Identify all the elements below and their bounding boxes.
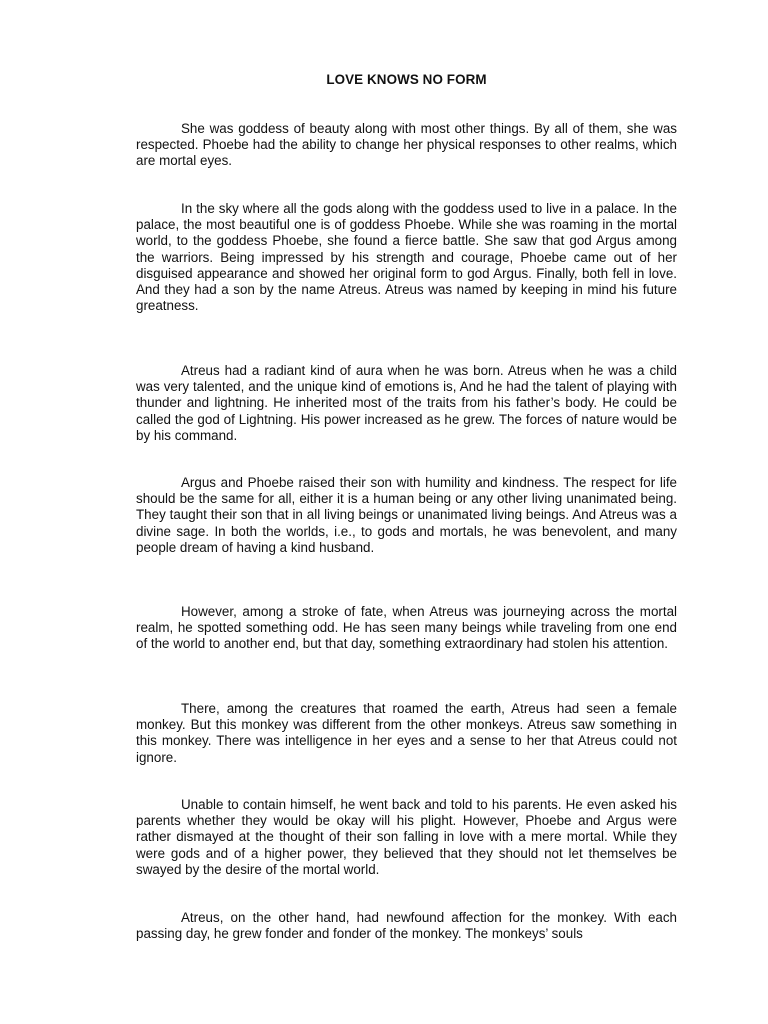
paragraph-4: Argus and Phoebe raised their son with humility and kindness. The respect for life should be the same for all, either it is a human being or any other living unanimated being. They taught their son that in all living beings or unanimated living beings. And Atreus was a divine sage. In both the worlds, i.e., to gods and mortals, he was benevolent, and many people dream of having a kind husband. (136, 475, 677, 555)
document-title: LOVE KNOWS NO FORM (326, 72, 487, 87)
paragraph-8: Atreus, on the other hand, had newfound affection for the monkey. With each passing day, he grew fonder and fonder of the monkey. The monkeys’ souls (136, 910, 677, 942)
paragraph-5: However, among a stroke of fate, when Atreus was journeying across the mortal realm, he spotted something odd. He has seen many beings while traveling from one end of the world to another end, but that day, something extraordinary had stolen his attention. (136, 604, 677, 652)
paragraph-3: Atreus had a radiant kind of aura when he was born. Atreus when he was a child was very talented, and the unique kind of emotions is, And he had the talent of playing with thunder and lightning. He inherited most of the traits from his father’s body. He could be called the god of Lightning. His power increased as he grew. The forces of nature would be by his command. (136, 363, 677, 443)
document-page (136, 0, 677, 1024)
paragraph-6: There, among the creatures that roamed the earth, Atreus had seen a female monkey. But this monkey was different from the other monkeys. Atreus saw something in this monkey. There was intelligence in her eyes and a sense to her that Atreus could not ignore. (136, 701, 677, 765)
paragraph-1: She was goddess of beauty along with most other things. By all of them, she was respected. Phoebe had the ability to change her physical responses to other realms, which are mortal eyes. (136, 121, 677, 169)
paragraph-2: In the sky where all the gods along with the goddess used to live in a palace. In the palace, the most beautiful one is of goddess Phoebe. While she was roaming in the mortal world, to the goddess Phoebe, she found a fierce battle. She saw that god Argus among the warriors. Being impressed by his strength and courage, Phoebe came out of her disguised appearance and showed her original form to god Argus. Finally, both fell in love. And they had a son by the name Atreus. Atreus was named by keeping in mind his future greatness. (136, 201, 677, 314)
paragraph-7: Unable to contain himself, he went back and told to his parents. He even asked his parents whether they would be okay will his plight. However, Phoebe and Argus were rather dismayed at the thought of their son falling in love with a mere mortal. While they were gods and of a higher power, they believed that they should not let themselves be swayed by the desire of the mortal world. (136, 797, 677, 877)
